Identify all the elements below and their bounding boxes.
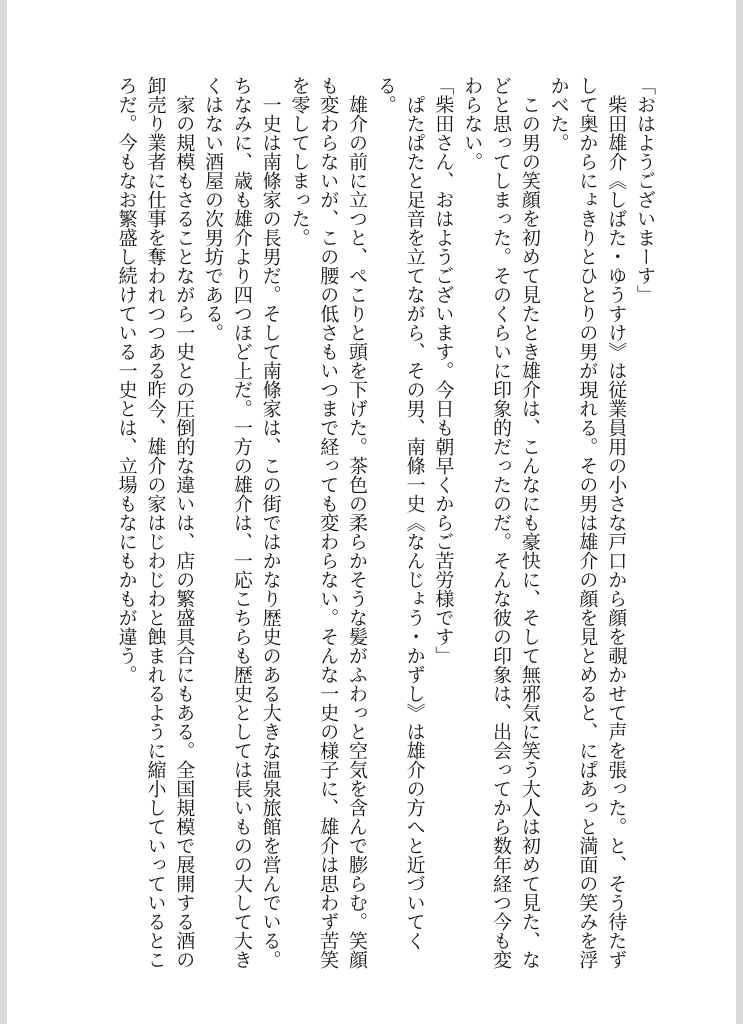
page-edge-left	[0, 0, 7, 1024]
paragraph: 柴田雄介《しばた・ゆうすけ》は従業員用の小さな戸口から顔を覗かせて声を張った。と、そう待たずして奥からにょきりとひとりの男が現れる。その男は雄介の顔を見とめると、にぱあっと満面の笑みを浮かべた。	[547, 76, 628, 969]
paragraph: ぱたぱたと足音を立てながら、その男、南條一史《なんじょう・かずし》は雄介の方へと近づいてくる。	[374, 76, 426, 950]
paragraph: この男の笑顔を初めて見たとき雄介は、こんなにも豪快に、そして無邪気に笑う大人は初めて見た、などと思ってしまった。そのくらいに印象的だったのだ。そんな彼の印象は、出会ってから数年経つ今も変わらない。	[461, 76, 541, 969]
page-edge-right	[736, 0, 743, 1024]
book-page	[8, 0, 735, 1024]
paragraph: 「柴田さん、おはようございます。今日も朝早くからご苦労様です」	[432, 76, 455, 665]
paragraph: 家の規模もさることながら一史との圧倒的な違いは、店の繁盛具合にもある。全国規模で展開する酒の卸売り業者に仕事を奪われつつある昨今、雄介の家はじわじわと蝕まれるように縮小していっているところだ。今もなお繁盛し続けている一史とは、立場もなにもかもが違う。	[115, 76, 196, 969]
vertical-text-body	[39, 76, 659, 976]
paragraph: 雄介の前に立つと、ぺこりと頭を下げた。茶色の柔らかそうな髪がふわっと空気を含んで膨らむ。笑顔も変わらないが、この腰の低さもいつまで経っても変わらない。そんな一史の様子に、雄介は思わず苦笑を零してしまった。	[288, 76, 369, 969]
paragraph: 「おはようございまーす」	[634, 76, 656, 304]
paragraph: 一史は南條家の長男だ。そして南條家は、この街ではかなり歴史のある大きな温泉旅館を営んでいる。ちなみに、歳も雄介より四つほど上だ。一方の雄介は、一応こちらも歴史としては長いものの大して大きくはない酒屋の次男坊である。	[202, 76, 282, 969]
